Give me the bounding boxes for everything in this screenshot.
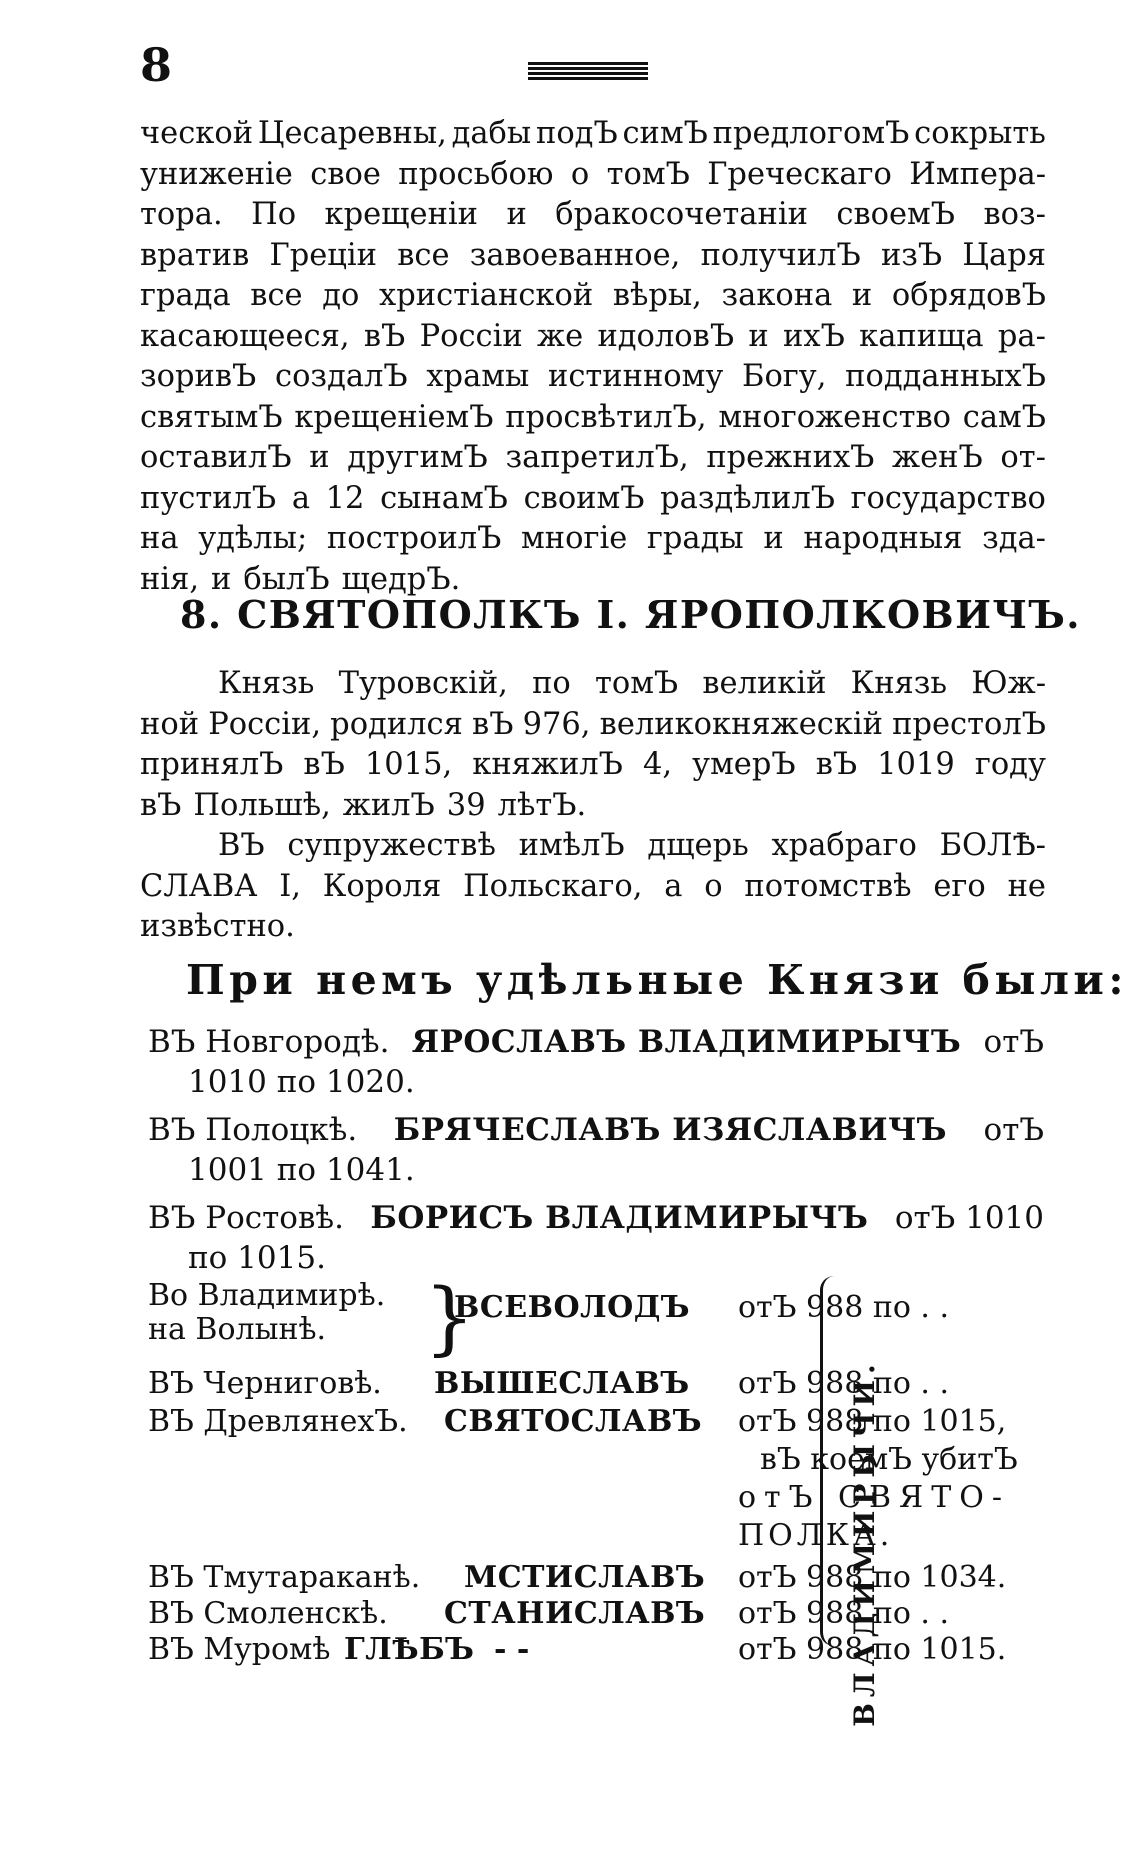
bio-word: вЪ [815, 747, 858, 782]
prince-name: БОРИСЪ ВЛАДИМИРЫЧЪ [370, 1200, 869, 1236]
appanage-princes-list [148, 1022, 1044, 1286]
body-word: о [570, 156, 590, 192]
prince-entry-row [148, 1198, 1044, 1238]
span-svyatoslav-2: вЪ коемЪ убитЪ [760, 1442, 1018, 1477]
prince-place: ВЪ Ростовѣ. [148, 1200, 344, 1236]
bio-word: Юж- [971, 666, 1046, 701]
span-vsevolod: отЪ 988 по . . [738, 1290, 950, 1325]
prince-gleb: ГЛѢБЪ [344, 1632, 475, 1667]
header-ornament-rule [528, 62, 648, 80]
place-drevlyane: ВЪ ДревлянехЪ. [148, 1404, 408, 1439]
span-mstislav: отЪ 988 по 1034. [738, 1560, 1007, 1595]
body-line [140, 479, 1046, 520]
body-word: пустилЪ [140, 480, 277, 516]
appanage-princes-heading: При немъ удѣльные Князи были: [186, 956, 1128, 1004]
body-word: капища [859, 318, 984, 354]
body-line [140, 438, 1046, 479]
bio-word: великокняжескій [599, 706, 883, 742]
body-word: и [748, 318, 769, 354]
body-word: и [211, 561, 232, 597]
body-word: бракосочетаніи [555, 197, 808, 232]
prince-entry [148, 1198, 1044, 1278]
bio-word: вЪ [472, 706, 514, 742]
body-word: обрядовЪ [891, 278, 1046, 313]
bio-word: потомствѣ [744, 868, 912, 904]
span-gleb: отЪ 988 по 1015. [738, 1632, 1007, 1667]
prince-years: 1001 по 1041. [188, 1152, 415, 1188]
bio-word: извѣстно. [140, 909, 295, 944]
prince-place: ВЪ Полоцкѣ. [148, 1112, 358, 1148]
bio-word: принялЪ [140, 747, 284, 782]
section-heading: 8. СВЯТОПОЛКЪ I. ЯРОПОЛКОВИЧЪ. [180, 592, 1081, 637]
body-line [140, 357, 1046, 398]
body-word: оставилЪ [140, 440, 292, 475]
body-word: многоженство [718, 399, 952, 435]
body-word: изЪ [880, 237, 943, 273]
place-vladimir: Во Владимирѣ. [148, 1278, 386, 1313]
bio-word: а [664, 868, 683, 904]
prince-entry [148, 1022, 1044, 1102]
body-word: другимЪ [347, 440, 488, 475]
bio-word: супружествѣ [287, 828, 496, 863]
body-line [140, 398, 1046, 439]
span-svyatoslav-3: отЪ СВЯТО- [738, 1480, 1010, 1515]
body-word: просьбою [398, 156, 554, 192]
body-word: до [322, 278, 360, 313]
body-word: запретилЪ, [505, 440, 689, 475]
body-word: По [251, 197, 297, 232]
span-svyatoslav-4: ПОЛКА. [738, 1518, 894, 1553]
body-word: самЪ [962, 399, 1046, 435]
bio-word: БОЛѢ- [939, 828, 1046, 863]
bio-word: 4, [642, 747, 673, 782]
place-tmutarakan: ВЪ Тмутараканѣ. [148, 1560, 421, 1595]
body-word: удѣлы; [198, 521, 308, 556]
biography-paragraph [140, 664, 1046, 948]
prince-vysheslav: ВЫШЕСЛАВЪ [434, 1366, 690, 1401]
prince-from: отЪ 1010 [894, 1200, 1044, 1236]
bio-line [140, 907, 1046, 948]
body-paragraph [140, 114, 1046, 600]
body-word: на [140, 521, 179, 556]
body-word: построилЪ [326, 521, 502, 556]
body-word: предлогомЪ [712, 116, 910, 151]
bio-line [140, 705, 1046, 746]
body-word: завоеванное, [469, 237, 681, 273]
body-line [140, 519, 1046, 560]
body-word: и [506, 197, 527, 232]
bio-word: жилЪ [342, 787, 435, 823]
body-word: все [250, 278, 303, 313]
body-word: крещеніи [324, 197, 478, 232]
bio-line [140, 745, 1046, 786]
bio-word: умерЪ [692, 747, 796, 782]
body-word: христіанской [379, 278, 594, 313]
body-word: сокрыть [914, 116, 1046, 151]
bio-line [140, 664, 1046, 705]
bio-word: ВЪ [218, 828, 265, 863]
body-word: 12 [325, 480, 365, 516]
body-word: женЪ [892, 440, 983, 475]
body-word: и [763, 521, 784, 556]
bio-word: вЪ [140, 787, 182, 823]
body-word: ческой [140, 116, 254, 151]
body-line [140, 195, 1046, 236]
bio-word: I, [279, 868, 301, 904]
bio-word: Туровскій, [338, 666, 508, 701]
prince-from: отЪ [983, 1024, 1044, 1060]
big-brace [820, 1276, 841, 1646]
body-word: подЪ [535, 116, 618, 151]
body-word: вЪ [363, 318, 406, 354]
body-word: закона [721, 278, 833, 313]
body-word: прежнихЪ [706, 440, 875, 475]
body-word: вѣры, [612, 278, 702, 313]
prince-mstislav: МСТИСЛАВЪ [464, 1560, 706, 1595]
span-stanislav: отЪ 988 по . . [738, 1596, 950, 1631]
body-word: раздѣлилЪ [660, 480, 835, 516]
body-word: Царя [962, 237, 1046, 273]
prince-entry-row [148, 1110, 1044, 1150]
body-word: тора. [140, 197, 223, 232]
brace-vladimir: } [424, 1271, 475, 1364]
bio-word: родился [330, 706, 463, 742]
body-word: Греческаго [707, 156, 892, 192]
page-number: 8 [140, 38, 173, 92]
body-word: святымЪ [140, 399, 283, 435]
body-word: униженіе [140, 156, 293, 192]
prince-svyatoslav: СВЯТОСЛАВЪ [444, 1404, 703, 1439]
body-line [140, 114, 1046, 155]
bio-word: Короля [322, 868, 442, 904]
prince-name: ЯРОСЛАВЪ ВЛАДИМИРЫЧЪ [411, 1024, 962, 1060]
body-word: и [309, 440, 330, 475]
body-line [140, 155, 1046, 196]
bio-word: Польшѣ, [193, 787, 331, 823]
body-word: града [140, 278, 231, 313]
murom-dashes: - - [494, 1632, 530, 1667]
body-word: зоривЪ [140, 359, 257, 394]
prince-from: отЪ [983, 1112, 1044, 1148]
bio-word: лѣтЪ. [497, 787, 587, 823]
body-word: свое [310, 156, 381, 192]
body-word: зда- [982, 521, 1046, 556]
prince-entry-row [148, 1022, 1044, 1062]
prince-name: БРЯЧЕСЛАВЪ ИЗЯСЛАВИЧЪ [393, 1112, 948, 1148]
prince-place: ВЪ Новгородѣ. [148, 1024, 390, 1060]
bio-word: его [933, 868, 986, 904]
bio-word: Россіи, [208, 706, 322, 742]
bio-word: 39 [446, 787, 486, 823]
body-word: государство [850, 480, 1046, 516]
prince-entry [148, 1110, 1044, 1190]
body-word: вратив [140, 237, 250, 273]
body-word: крещеніемЪ [294, 399, 494, 435]
bio-line [140, 867, 1046, 908]
body-word: многіе [521, 521, 628, 556]
bio-word: ной [140, 706, 200, 742]
body-word: воз- [983, 197, 1046, 232]
body-line [140, 276, 1046, 317]
bio-word: не [1007, 868, 1046, 904]
bio-word: храбраго [771, 828, 917, 863]
appanage-table [148, 1270, 1048, 1727]
body-word: народныя [803, 521, 963, 556]
body-word: щедрЪ. [341, 561, 461, 597]
body-word: сынамЪ [380, 480, 508, 516]
body-word: Импера- [909, 156, 1046, 192]
bio-word: имѣлЪ [518, 828, 625, 863]
prince-stanislav: СТАНИСЛАВЪ [444, 1596, 706, 1631]
body-word: подданныхЪ [845, 359, 1046, 394]
body-word: получилЪ [700, 237, 861, 273]
bio-word: Князь [850, 666, 948, 701]
body-word: дабы [451, 116, 532, 151]
body-word: просвѣтилЪ, [505, 399, 707, 435]
body-word: Цесаревны, [257, 116, 447, 151]
span-svyatoslav-1: отЪ 988 по 1015, [738, 1404, 1007, 1439]
bio-word: дщерь [647, 828, 749, 863]
bio-line [140, 826, 1046, 867]
body-word: нія, [140, 561, 200, 597]
place-murom: ВЪ Муромѣ [148, 1632, 331, 1667]
body-word: истинному [548, 359, 724, 394]
place-volhynia: на Волынѣ. [148, 1312, 327, 1347]
bio-word: великій [702, 666, 827, 701]
body-word: храмы [426, 359, 530, 394]
prince-years: 1010 по 1020. [188, 1064, 415, 1100]
body-word: симЪ [622, 116, 708, 151]
body-word: от- [1000, 440, 1046, 475]
span-vysheslav: отЪ 988 по . . [738, 1366, 950, 1401]
body-word: создалЪ [274, 359, 408, 394]
body-word: все [397, 237, 450, 273]
body-word: грады [646, 521, 744, 556]
body-word: касающееся, [140, 318, 350, 354]
bio-word: 976, [522, 706, 591, 742]
body-word: Богу, [742, 359, 827, 394]
body-word: томЪ [606, 156, 690, 192]
bio-line [140, 786, 1046, 827]
place-smolensk: ВЪ Смоленскѣ. [148, 1596, 388, 1631]
bio-word: княжилЪ [472, 747, 623, 782]
bio-word: Князь [218, 666, 315, 701]
body-word: Греціи [269, 237, 377, 273]
place-chernigov: ВЪ Черниговѣ. [148, 1366, 382, 1401]
bio-word: томЪ [594, 666, 679, 701]
bio-word: вЪ [303, 747, 345, 782]
body-word: идоловЪ [597, 318, 735, 354]
bio-word: СЛАВА [140, 868, 258, 904]
body-word: ра- [997, 318, 1046, 354]
bio-word: престолЪ [892, 706, 1046, 742]
body-word: же [537, 318, 584, 354]
bio-word: 1019 [877, 747, 955, 782]
body-word: ихЪ [783, 318, 845, 354]
bio-word: Польскаго, [463, 868, 643, 904]
body-word: своимЪ [523, 480, 645, 516]
bio-word: о [704, 868, 723, 904]
bio-word: 1015, [364, 747, 453, 782]
body-word: и [851, 278, 873, 313]
patronymic-vertical [844, 1357, 884, 1727]
body-word: а [291, 480, 310, 516]
bio-word: году [974, 747, 1046, 782]
body-line [140, 236, 1046, 277]
patronymic-label: ВЛАДИМИРЫЧИ. [847, 1357, 881, 1727]
bio-word: по [532, 666, 571, 701]
prince-years: по 1015. [188, 1240, 326, 1276]
prince-vsevolod: ВСЕВОЛОДЪ [454, 1290, 691, 1325]
body-line [140, 317, 1046, 358]
body-word: своемЪ [836, 197, 955, 232]
body-word: Россіи [419, 318, 523, 354]
body-word: былЪ [243, 561, 330, 597]
